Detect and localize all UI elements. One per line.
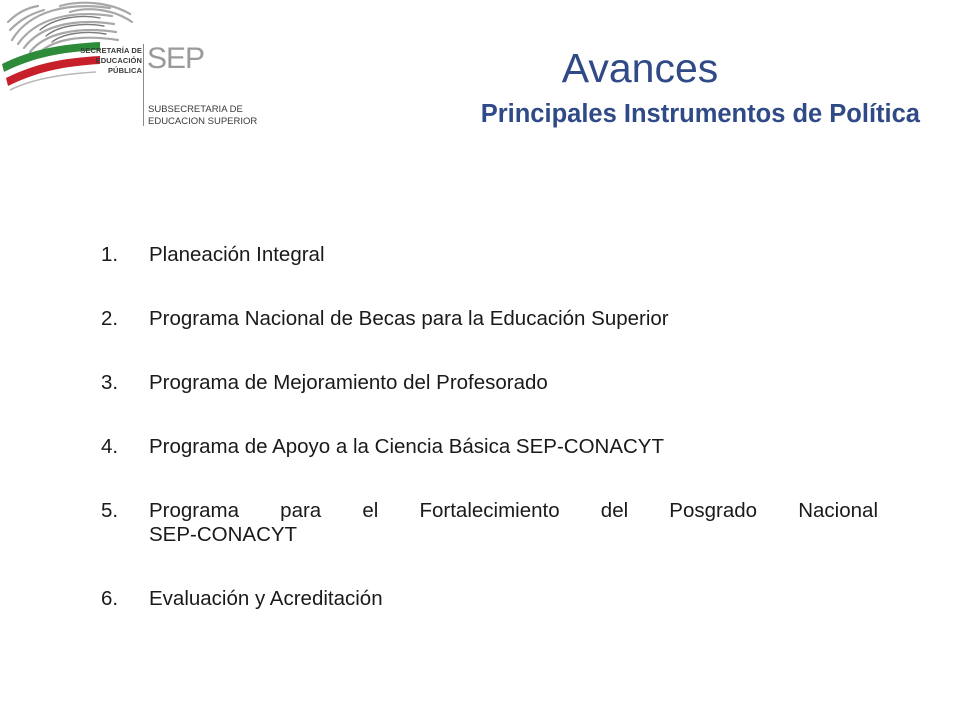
list-item [100, 435, 878, 459]
list-item-text: Programa de Mejoramiento del Profesorado [149, 371, 548, 394]
list-item [100, 307, 878, 331]
list-item-text: Programa Nacional de Becas para la Educación Superior [149, 307, 669, 330]
secretaria-line-1: SECRETARÍA DE [80, 46, 142, 55]
list-item-text [149, 499, 878, 547]
sep-wordmark: SEP [147, 42, 205, 75]
subsecretaria-line-2: EDUCACION SUPERIOR [148, 116, 258, 127]
list-item-text: Planeación Integral [149, 243, 325, 266]
list-item-number: 5. [101, 499, 119, 522]
slide-subtitle: Principales Instrumentos de Política [480, 100, 920, 128]
secretaria-text [80, 46, 142, 76]
list-item-number: 6. [101, 587, 119, 610]
instruments-list [100, 243, 878, 611]
list-item [100, 499, 878, 547]
secretaria-line-2: EDUCACIÓN [95, 56, 142, 65]
sep-logo [0, 0, 270, 140]
list-item-text-line-2: SEP-CONACYT [149, 523, 298, 546]
list-item-text: Evaluación y Acreditación [149, 587, 383, 610]
list-item [100, 587, 878, 611]
slide-title: Avances [561, 45, 719, 91]
list-item-text: Programa de Apoyo a la Ciencia Básica SEP-CONACYT [149, 435, 665, 458]
list-item-text-line-1: Programa para el Fortalecimiento del Posgrado Nacional [149, 499, 878, 522]
list-item [100, 243, 878, 267]
subsecretaria-text [148, 104, 257, 128]
list-item-number: 1. [101, 243, 119, 266]
list-item-number: 2. [101, 307, 119, 330]
list-item-number: 3. [101, 371, 119, 394]
logo-divider [143, 44, 144, 126]
list-item-number: 4. [101, 435, 119, 458]
subsecretaria-line-1: SUBSECRETARIA DE [148, 104, 243, 115]
list-item [100, 371, 878, 395]
secretaria-line-3: PÚBLICA [107, 66, 142, 75]
